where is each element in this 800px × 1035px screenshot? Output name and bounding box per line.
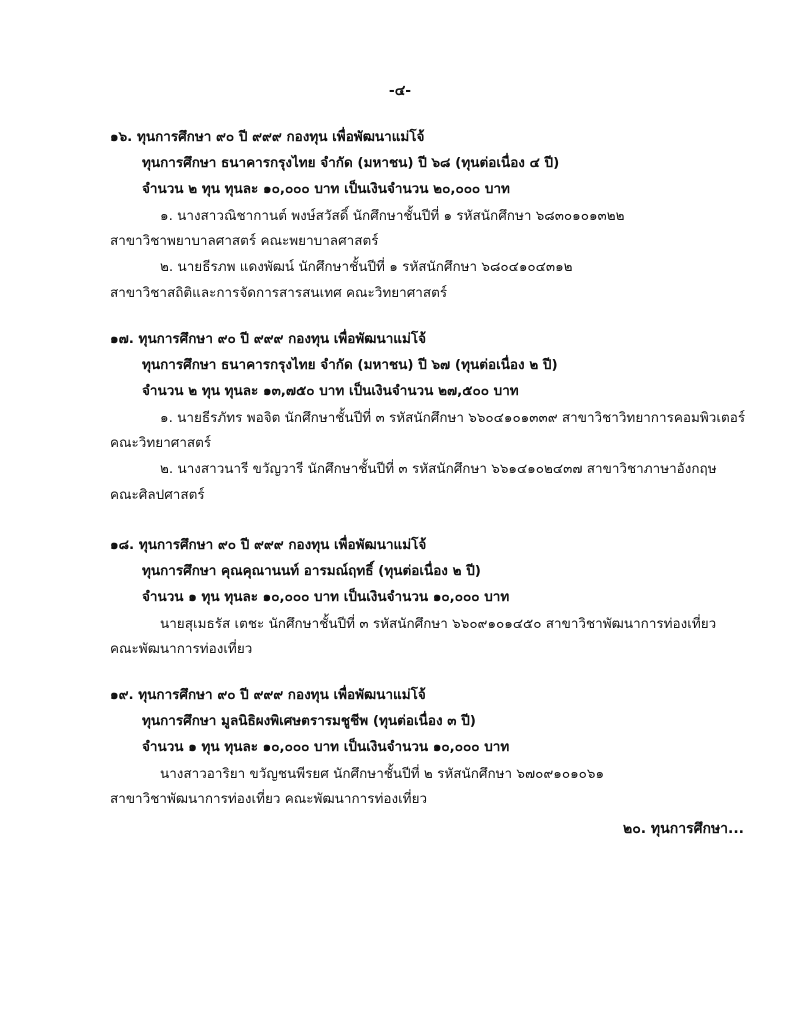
section-heading: ๑๗. ทุนการศึกษา ๙๐ ปี ๙๙๙ กองทุน เพื่อพัฒนาแม่โจ้ bbox=[110, 331, 427, 347]
section-heading: ๑๘. ทุนการศึกษา ๙๐ ปี ๙๙๙ กองทุน เพื่อพัฒนาแม่โจ้ bbox=[110, 537, 427, 553]
section-heading: ๑๙. ทุนการศึกษา ๙๐ ปี ๙๙๙ กองทุน เพื่อพัฒนาแม่โจ้ bbox=[110, 687, 426, 703]
fund-name: ทุนการศึกษา มูลนิธิผงพิเศษตรารมชูชีพ (ทุนต่อเนื่อง ๓ ปี) bbox=[142, 713, 476, 729]
student-entry: ๑. นายธีรภัทร พอจิต นักศึกษาชั้นปีที่ ๓ รหัสนักศึกษา ๖๖๐๔๑๐๑๓๓๙ สาขาวิชาวิทยาการคอมพิวเตอร์ bbox=[160, 410, 746, 426]
student-program: คณะวิทยาศาสตร์ bbox=[110, 435, 212, 451]
fund-amount: จำนวน ๒ ทุน ทุนละ ๑๐,๐๐๐ บาท เป็นเงินจำนวน ๒๐,๐๐๐ บาท bbox=[142, 181, 510, 197]
continuation-note: ๒๐. ทุนการศึกษา... bbox=[622, 821, 744, 837]
student-program: คณะพัฒนาการท่องเที่ยว bbox=[110, 641, 253, 657]
fund-name: ทุนการศึกษา ธนาคารกรุงไทย จำกัด (มหาชน) ปี ๖๗ (ทุนต่อเนื่อง ๒ ปี) bbox=[142, 357, 558, 373]
student-entry: นางสาวอาริยา ขวัญชนพีรยศ นักศึกษาชั้นปีที่ ๒ รหัสนักศึกษา ๖๗๐๙๑๐๑๐๖๑ bbox=[160, 766, 605, 782]
student-entry: ๒. นางสาวนารี ขวัญวารี นักศึกษาชั้นปีที่ ๓ รหัสนักศึกษา ๖๖๑๔๑๐๒๔๓๗ สาขาวิชาภาษาอังกฤษ bbox=[160, 461, 717, 477]
student-program: สาขาวิชาพยาบาลศาสตร์ คณะพยาบาลศาสตร์ bbox=[110, 233, 379, 249]
page-number: -๔- bbox=[388, 83, 412, 99]
student-program: สาขาวิชาสถิติและการจัดการสารสนเทศ คณะวิทยาศาสตร์ bbox=[110, 285, 448, 301]
fund-amount: จำนวน ๒ ทุน ทุนละ ๑๓,๗๕๐ บาท เป็นเงินจำนวน ๒๗,๕๐๐ บาท bbox=[142, 383, 519, 399]
section-heading: ๑๖. ทุนการศึกษา ๙๐ ปี ๙๙๙ กองทุน เพื่อพัฒนาแม่โจ้ bbox=[110, 129, 425, 145]
fund-amount: จำนวน ๑ ทุน ทุนละ ๑๐,๐๐๐ บาท เป็นเงินจำนวน ๑๐,๐๐๐ บาท bbox=[142, 739, 510, 755]
student-entry: นายสุเมธรัส เตชะ นักศึกษาชั้นปีที่ ๓ รหัสนักศึกษา ๖๖๐๙๑๐๑๔๕๐ สาขาวิชาพัฒนาการท่องเที่ยว bbox=[160, 616, 717, 632]
student-program: คณะศิลปศาสตร์ bbox=[110, 487, 205, 503]
student-program: สาขาวิชาพัฒนาการท่องเที่ยว คณะพัฒนาการท่องเที่ยว bbox=[110, 791, 428, 807]
fund-name: ทุนการศึกษา ธนาคารกรุงไทย จำกัด (มหาชน) ปี ๖๘ (ทุนต่อเนื่อง ๔ ปี) bbox=[142, 155, 560, 171]
student-entry: ๒. นายธีรภพ แดงพัฒน์ นักศึกษาชั้นปีที่ ๑ รหัสนักศึกษา ๖๘๐๔๑๐๔๓๑๒ bbox=[160, 259, 573, 275]
student-entry: ๑. นางสาวณิชากานต์ พงษ์สวัสดิ์ นักศึกษาชั้นปีที่ ๑ รหัสนักศึกษา ๖๘๓๐๑๐๑๓๒๒ bbox=[160, 208, 625, 224]
fund-amount: จำนวน ๑ ทุน ทุนละ ๑๐,๐๐๐ บาท เป็นเงินจำนวน ๑๐,๐๐๐ บาท bbox=[142, 589, 510, 605]
fund-name: ทุนการศึกษา คุณคุณานนท์ อารมณ์ฤทธิ์ (ทุนต่อเนื่อง ๒ ปี) bbox=[142, 563, 481, 579]
